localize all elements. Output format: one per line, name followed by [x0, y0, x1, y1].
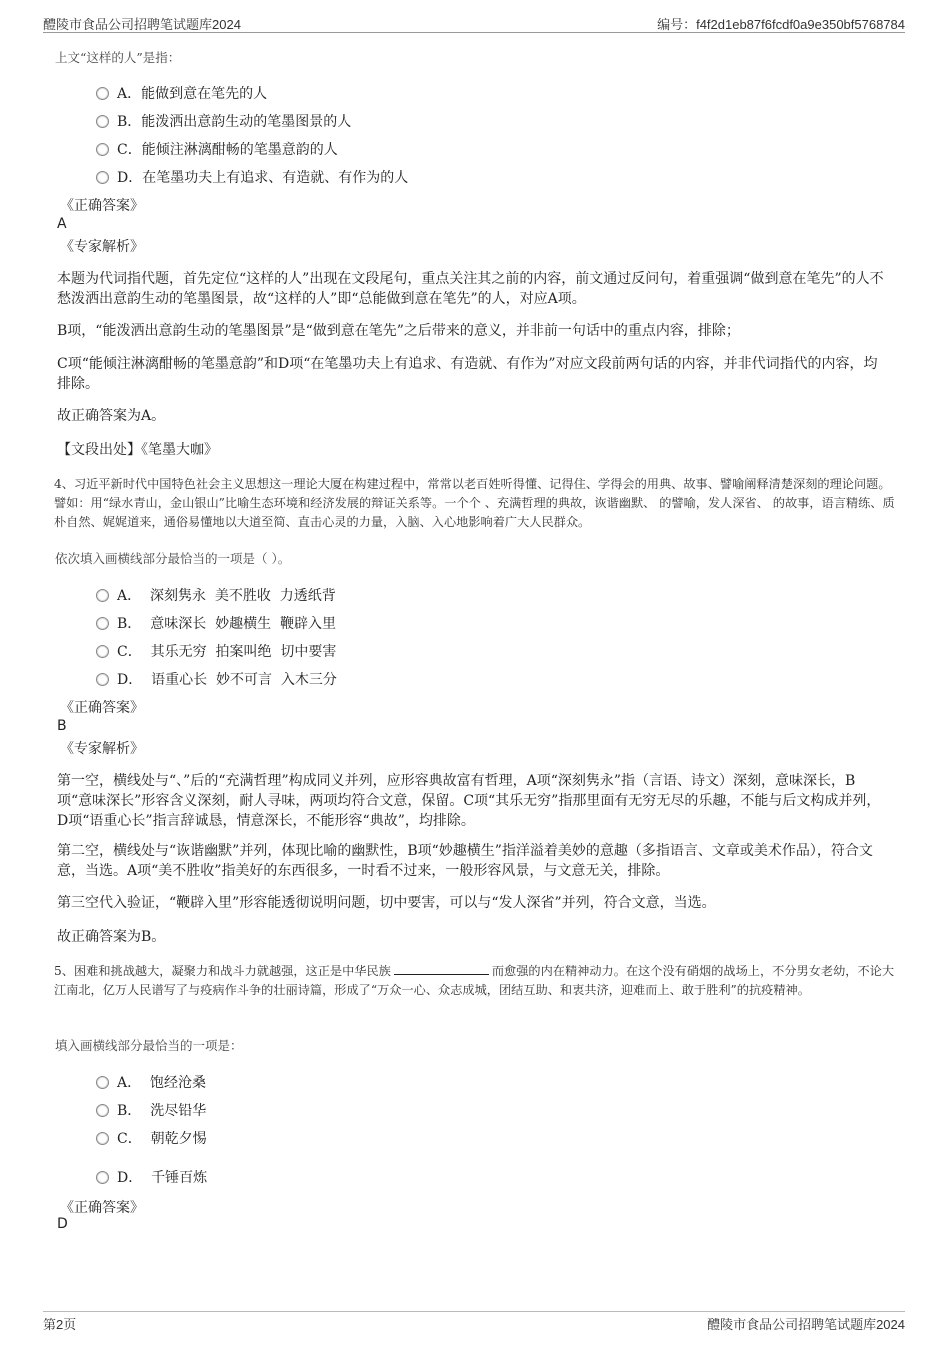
- q3-option-d[interactable]: D．在笔墨功夫上有追求、有造就、有作为的人: [96, 167, 408, 187]
- q5-prompt: 填入画横线部分最恰当的一项是：: [55, 1038, 243, 1053]
- q4-option-c[interactable]: C． 其乐无穷 拍案叫绝 切中要害: [96, 641, 336, 661]
- q3-analysis-label: 《专家解析》: [60, 239, 144, 255]
- q3-answer: A: [57, 216, 67, 232]
- fill-blank: [394, 964, 489, 975]
- q4-stem: 4、习近平新时代中国特色社会主义思想这一理论大厦在构建过程中，常常以老百姓听得懂、记得住、学得会的用典、故事、譬喻阐释清楚深刻的理论问题。譬如：用“绿水青山，金山银山”比喻生态环境和经济发展的辩证关系等。一个个 、充满哲理的典故，诙谐幽默、 的譬喻，发人深省、 的故事，语言精练、质朴自然、娓娓道来，通俗易懂地以大道至简、直击心灵的力量，入脑、入心地影响着广大人民群众。: [54, 477, 895, 529]
- q4-analysis-p1: 第一空，横线处与“、”后的“充满哲理”构成同义并列，应形容典故富有哲理，A项“深刻隽永”指（言语、诗文）深刻，意味深长，B项“意味深长”形容含义深刻，耐人寻味，两项均符合文意，保留。C项“其乐无穷”指那里面有无穷无尽的乐趣，不能与后文构成并列，D项“语重心长”指言辞诚恳，情意深长，不能形容“典故”，均排除。: [57, 773, 881, 829]
- q3-stem: 上文“这样的人”是指：: [55, 50, 181, 65]
- q3-answer-label: 《正确答案》: [60, 198, 144, 214]
- q5-option-b[interactable]: B． 洗尽铅华: [96, 1100, 206, 1120]
- radio-icon[interactable]: [96, 645, 109, 658]
- q4-analysis-p3: 第三空代入验证，“鞭辟入里”形容能透彻说明问题，切中要害，可以与“发人深省”并列，符合文意，当选。: [57, 895, 716, 911]
- q3-option-b[interactable]: B．能泼洒出意韵生动的笔墨图景的人: [96, 111, 351, 131]
- q4-analysis-p2: 第二空，横线处与“诙谐幽默”并列，体现比喻的幽默性，B项“妙趣横生”指洋溢着美妙的意趣（多指语言、文章或美术作品），符合文意，当选。A项“美不胜收”指美好的东西很多，一时看不过来，一般形容风景，与文意无关，排除。: [57, 843, 873, 879]
- radio-icon[interactable]: [96, 1076, 109, 1089]
- q5-answer: D: [57, 1216, 68, 1232]
- q4-option-d[interactable]: D． 语重心长 妙不可言 入木三分: [96, 669, 337, 689]
- q4-analysis-label: 《专家解析》: [60, 741, 144, 757]
- q4-analysis-p4: 故正确答案为B。: [57, 929, 166, 945]
- q3-analysis-p4: 故正确答案为A。: [57, 408, 166, 424]
- footer-title: 醴陵市食品公司招聘笔试题库2024: [707, 1317, 905, 1332]
- header-doc-id: 编号：f4f2d1eb87f6fcdf0a9e350bf5768784: [657, 17, 905, 32]
- q3-analysis-p1: 本题为代词指代题，首先定位“这样的人”出现在文段尾句，重点关注其之前的内容，前文通过反问句，着重强调“做到意在笔先”的人不愁泼洒出意韵生动的笔墨图景，故“这样的人”即“总能做到意在笔先”的人，对应A项。: [57, 271, 884, 307]
- q4-answer: B: [57, 718, 67, 734]
- q4-answer-label: 《正确答案》: [60, 700, 144, 716]
- page-header: [43, 12, 905, 33]
- header-title: 醴陵市食品公司招聘笔试题库2024: [43, 17, 241, 32]
- radio-icon[interactable]: [96, 1171, 109, 1184]
- radio-icon[interactable]: [96, 589, 109, 602]
- q5-option-c[interactable]: C． 朝乾夕惕: [96, 1128, 207, 1148]
- q3-source: 【文段出处】《笔墨大咖》: [57, 442, 218, 458]
- q4-option-b[interactable]: B． 意味深长 妙趣横生 鞭辟入里: [96, 613, 336, 633]
- q3-option-a[interactable]: A．能做到意在笔先的人: [96, 83, 267, 103]
- q4-option-a[interactable]: A． 深刻隽永 美不胜收 力透纸背: [96, 585, 336, 605]
- page-number: 第2页: [43, 1317, 77, 1332]
- page-footer: [43, 1311, 905, 1332]
- radio-icon[interactable]: [96, 1104, 109, 1117]
- radio-icon[interactable]: [96, 673, 109, 686]
- radio-icon[interactable]: [96, 617, 109, 630]
- radio-icon[interactable]: [96, 171, 109, 184]
- q5-stem: 5、困难和挑战越大，凝聚力和战斗力就越强，这正是中华民族 而愈强的内在精神动力。在这个没有硝烟的战场上，不分男女老幼，不论大江南北，亿万人民谱写了与疫病作斗争的壮丽诗篇，形成了“万众一心、众志成城，团结互助、和衷共济，迎难而上、敢于胜利”的抗疫精神。: [54, 964, 895, 997]
- q5-option-a[interactable]: A． 饱经沧桑: [96, 1072, 206, 1092]
- radio-icon[interactable]: [96, 115, 109, 128]
- radio-icon[interactable]: [96, 1132, 109, 1145]
- q3-option-c[interactable]: C．能倾注淋漓酣畅的笔墨意韵的人: [96, 139, 338, 159]
- q4-prompt: 依次填入画横线部分最恰当的一项是（ ）。: [55, 551, 291, 566]
- q3-analysis-p3: C项“能倾注淋漓酣畅的笔墨意韵”和D项“在笔墨功夫上有追求、有造就、有作为”对应文段前两句话的内容，并非代词指代的内容，均排除。: [57, 356, 878, 392]
- radio-icon[interactable]: [96, 143, 109, 156]
- q5-option-d[interactable]: D． 千锤百炼: [96, 1167, 207, 1187]
- q3-analysis-p2: B项，“能泼洒出意韵生动的笔墨图景”是“做到意在笔先”之后带来的意义，并非前一句话中的重点内容，排除；: [57, 323, 740, 339]
- radio-icon[interactable]: [96, 87, 109, 100]
- q5-answer-label: 《正确答案》: [60, 1200, 144, 1216]
